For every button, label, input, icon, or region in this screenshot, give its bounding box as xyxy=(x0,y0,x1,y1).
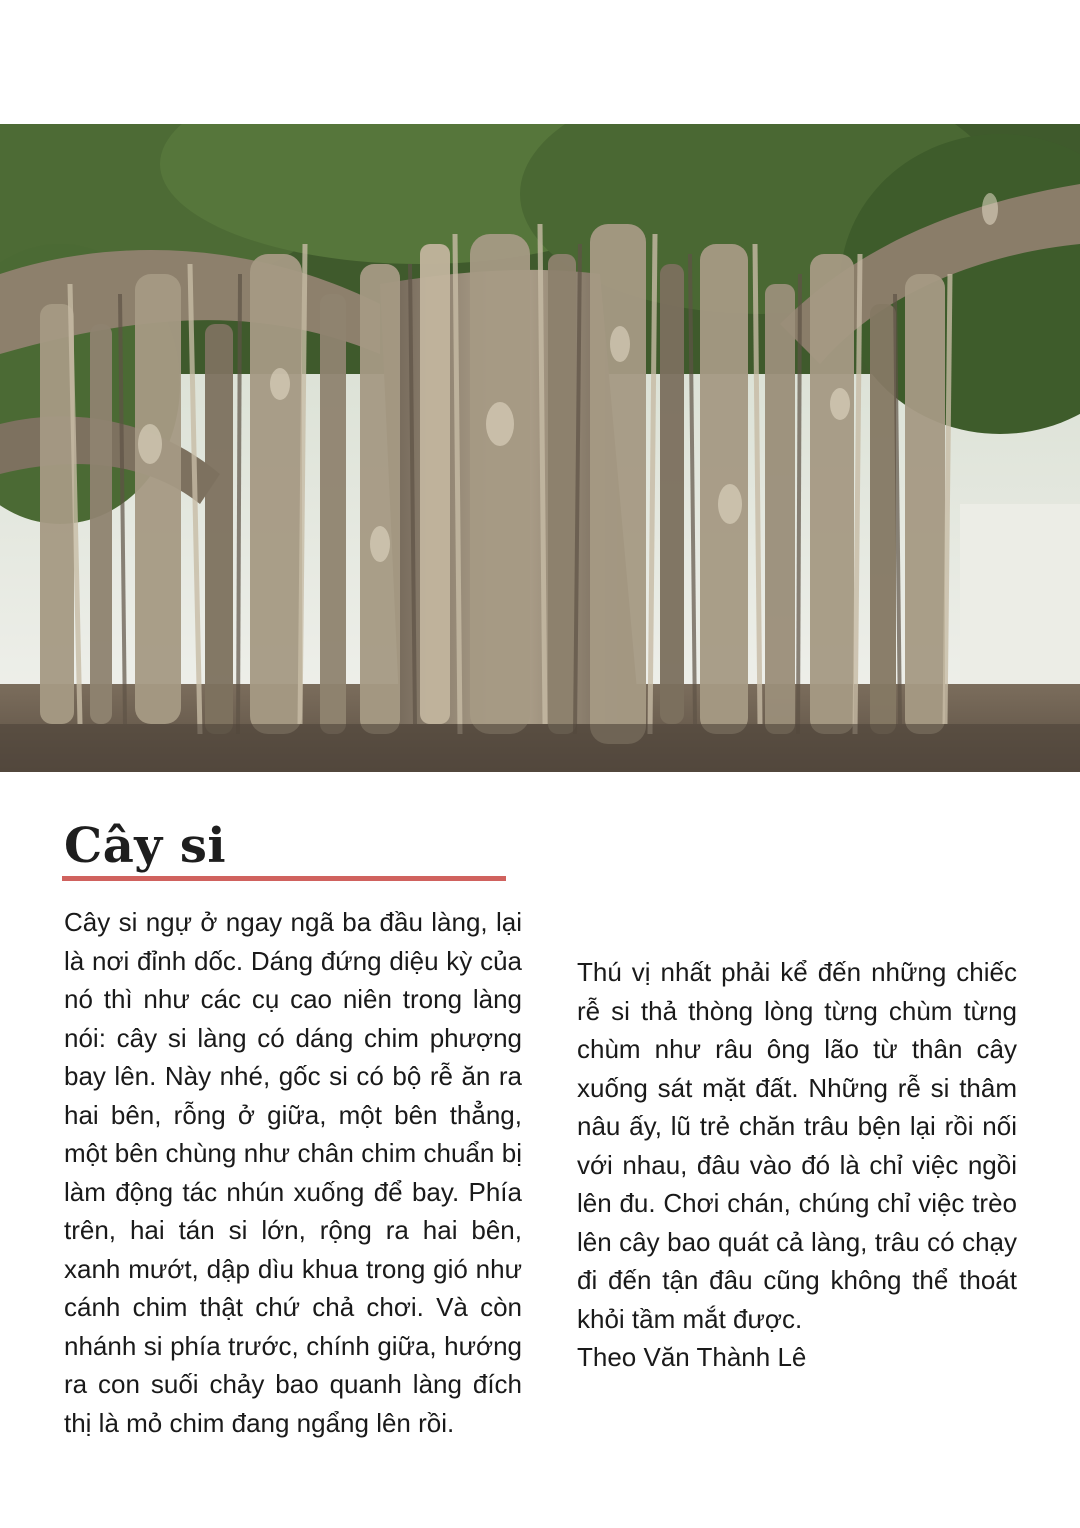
left-column xyxy=(64,903,522,1442)
right-column xyxy=(577,953,1017,1377)
left-paragraph: Cây si ngự ở ngay ngã ba đầu làng, lại là nơi đỉnh dốc. Dáng đứng diệu kỳ của nó thì như các cụ cao niên trong làng nói: cây si làng có dáng chim phượng bay lên. Này nhé, gốc si có bộ rễ ăn ra hai bên, rỗng ở giữa, một bên thẳng, một bên chùng như chân chim chuẩn bị làm động tác nhún xuống để bay. Phía trên, hai tán si lớn, rộng ra hai bên, xanh mướt, dập dìu khua trong gió như cánh chim thật chứ chả chơi. Và còn nhánh si phía trước, chính giữa, hướng ra con suối chảy bao quanh làng đích thị là mỏ chim đang ngẩng lên rồi. xyxy=(64,907,522,1438)
title-underline xyxy=(62,876,506,881)
author-byline: Theo Văn Thành Lê xyxy=(577,1342,807,1372)
article-title: Cây si xyxy=(64,818,227,874)
banyan-tree-photo xyxy=(0,124,1080,772)
right-paragraph: Thú vị nhất phải kể đến những chiếc rễ si thả thòng lòng từng chùm từng chùm như râu ông lão từ thân cây xuống sát mặt đất. Những rễ si thâm nâu ấy, lũ trẻ chăn trâu bện lại rồi nối với nhau, đâu vào đó là chỉ việc ngồi lên đu. Chơi chán, chúng chỉ việc trèo lên cây bao quát cả làng, trâu có chạy đi đến tận đâu cũng không thể thoát khỏi tầm mắt được. xyxy=(577,957,1017,1334)
